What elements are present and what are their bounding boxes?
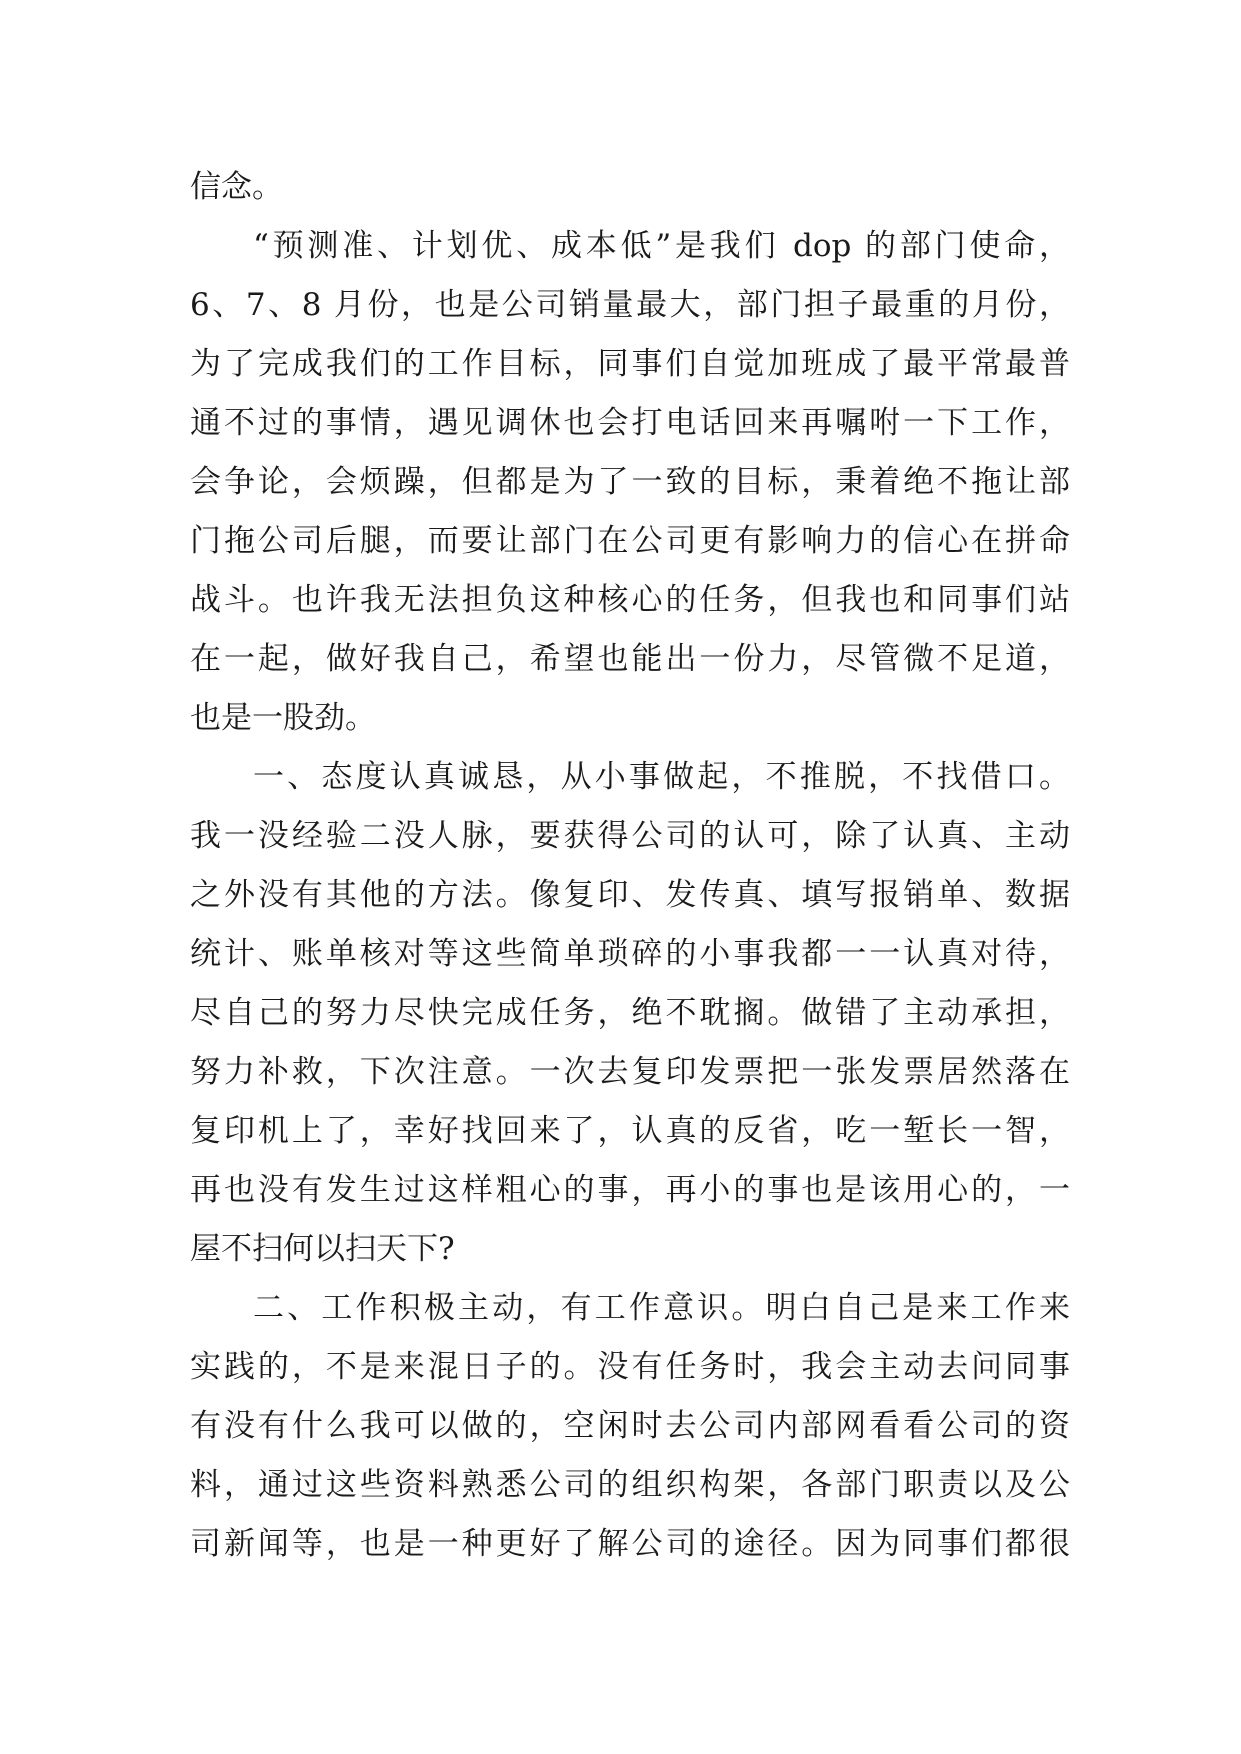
text-line: “预测准、计划优、成本低”是我们 dop 的部门使命，	[253, 228, 1070, 264]
text-line: 复印机上了，幸好找回来了，认真的反省，吃一堑长一智，	[190, 1113, 1070, 1149]
text-line: 一、态度认真诚恳，从小事做起，不推脱，不找借口。	[253, 759, 1070, 795]
text-line: 6、7、8 月份，也是公司销量最大，部门担子最重的月份，	[190, 287, 1070, 323]
text-line: 也是一股劲。	[190, 700, 376, 736]
text-line: 实践的，不是来混日子的。没有任务时，我会主动去问同事	[190, 1349, 1070, 1385]
text-line: 信念。	[190, 169, 283, 205]
text-line: 料，通过这些资料熟悉公司的组织构架，各部门职责以及公	[190, 1467, 1070, 1503]
text-line: 通不过的事情，遇见调休也会打电话回来再嘱咐一下工作，	[190, 405, 1070, 441]
text-line: 统计、账单核对等这些简单琐碎的小事我都一一认真对待，	[190, 936, 1070, 972]
text-line: 二、工作积极主动，有工作意识。明白自己是来工作来	[253, 1290, 1070, 1326]
text-line: 之外没有其他的方法。像复印、发传真、填写报销单、数据	[190, 877, 1070, 913]
text-line: 在一起，做好我自己，希望也能出一份力，尽管微不足道，	[190, 641, 1070, 677]
text-line: 司新闻等，也是一种更好了解公司的途径。因为同事们都很	[190, 1526, 1070, 1562]
text-line: 战斗。也许我无法担负这种核心的任务，但我也和同事们站	[190, 582, 1070, 618]
text-line: 再也没有发生过这样粗心的事，再小的事也是该用心的，一	[190, 1172, 1070, 1208]
document-body	[190, 158, 1070, 1574]
text-line: 门拖公司后腿，而要让部门在公司更有影响力的信心在拼命	[190, 523, 1070, 559]
text-line: 我一没经验二没人脉，要获得公司的认可，除了认真、主动	[190, 818, 1070, 854]
text-line: 为了完成我们的工作目标，同事们自觉加班成了最平常最普	[190, 346, 1070, 382]
text-line: 有没有什么我可以做的，空闲时去公司内部网看看公司的资	[190, 1408, 1070, 1444]
text-line: 屋不扫何以扫天下?	[190, 1231, 455, 1267]
text-line: 尽自己的努力尽快完成任务，绝不耽搁。做错了主动承担，	[190, 995, 1070, 1031]
text-line: 会争论，会烦躁，但都是为了一致的目标，秉着绝不拖让部	[190, 464, 1070, 500]
text-line: 努力补救，下次注意。一次去复印发票把一张发票居然落在	[190, 1054, 1070, 1090]
